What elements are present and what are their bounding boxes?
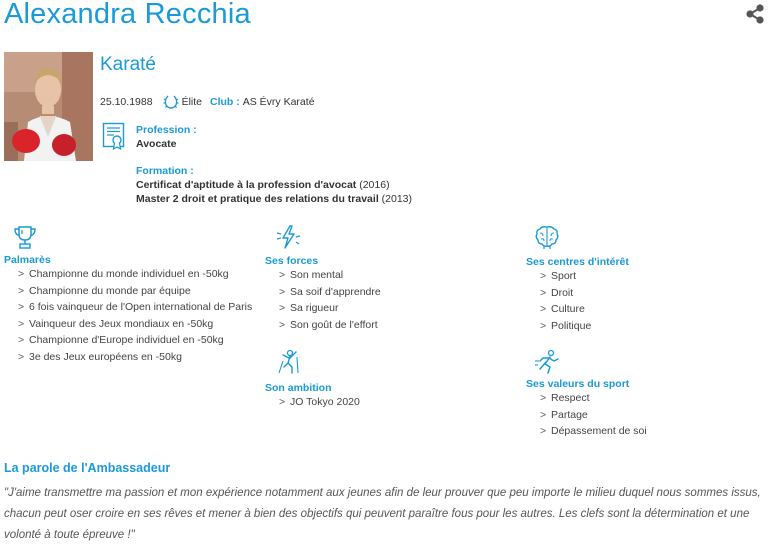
list-item: > 6 fois vainqueur de l'Open international de Paris [18,301,253,313]
ambition-title: Son ambition [265,382,332,394]
athlete-photo [4,52,93,161]
lightning-icon [275,224,301,250]
valeurs-list [540,390,647,440]
ambition-list [279,394,360,411]
formation-item [136,179,390,191]
palmares-list [18,266,252,365]
list-item: > Respect [540,392,590,404]
trophy-icon [12,224,38,250]
list-item: > Championne du monde individuel en -50kg [18,268,229,280]
profession-label: Profession : [136,124,197,136]
list-item: > Politique [540,319,592,332]
list-item: > Droit [540,286,574,299]
share-icon [744,4,766,24]
formation-title: Certificat d'aptitude à la profession d'avocat [136,179,357,191]
list-item: > 3e des Jeux européens en -50kg [18,350,182,363]
certificate-icon [102,122,128,150]
list-item: > Culture [540,303,585,315]
list-item: > Sa rigueur [279,302,339,314]
quote-title: La parole de l'Ambassadeur [4,461,171,475]
level-label: Élite [181,96,202,108]
birthdate: 25.10.1988 [100,96,153,108]
athlete-name: Alexandra Recchia [4,0,251,30]
list-item: > Sport [540,270,577,282]
list-item: > Championne du monde par équipe [18,284,191,297]
laurel-icon [163,95,179,109]
interets-list [540,268,591,334]
profession-value: Avocate [136,138,177,150]
club-label: Club : [210,96,240,108]
list-item: > Championne d'Europe individuel en -50kg [18,334,224,346]
list-item: > Son goût de l'effort [279,318,378,331]
list-item: > Son mental [279,269,344,281]
quote-text: "J'aime transmettre ma passion et mon expérience notamment aux jeunes afin de leur prouver que peu importe le milieu duquel nous sommes issus, chacun peut oser croire en ses rêves et mener à bien des objectifs qui peuvent paraître fous pour les autres. Les clefs sont la détermination et une volonté à toute épreuve !" [4,487,761,541]
list-item: > JO Tokyo 2020 [279,396,360,408]
share-button[interactable] [744,4,766,24]
list-item: > Partage [540,408,588,421]
valeurs-title: Ses valeurs du sport [526,378,630,390]
forces-title: Ses forces [265,255,319,267]
interets-title: Ses centres d'intérêt [526,256,629,268]
palmares-title: Palmarès [4,254,51,266]
formation-label: Formation : [136,165,194,177]
formation-title: Master 2 droit et pratique des relations du travail [136,193,379,205]
list-item: > Dépassement de soi [540,425,647,437]
forces-list [279,267,381,333]
athlete-meta [100,95,315,109]
climber-icon [276,349,302,375]
club-name: AS Évry Karaté [242,96,315,108]
runner-icon [534,349,560,375]
formation-item [136,193,412,205]
sport-title: Karaté [100,54,156,75]
list-item: > Sa soif d'apprendre [279,285,381,298]
brain-icon [534,224,560,250]
formation-year: (2013) [381,193,413,205]
formation-year: (2016) [359,179,390,191]
list-item: > Vainqueur des Jeux mondiaux en -50kg [18,317,214,330]
